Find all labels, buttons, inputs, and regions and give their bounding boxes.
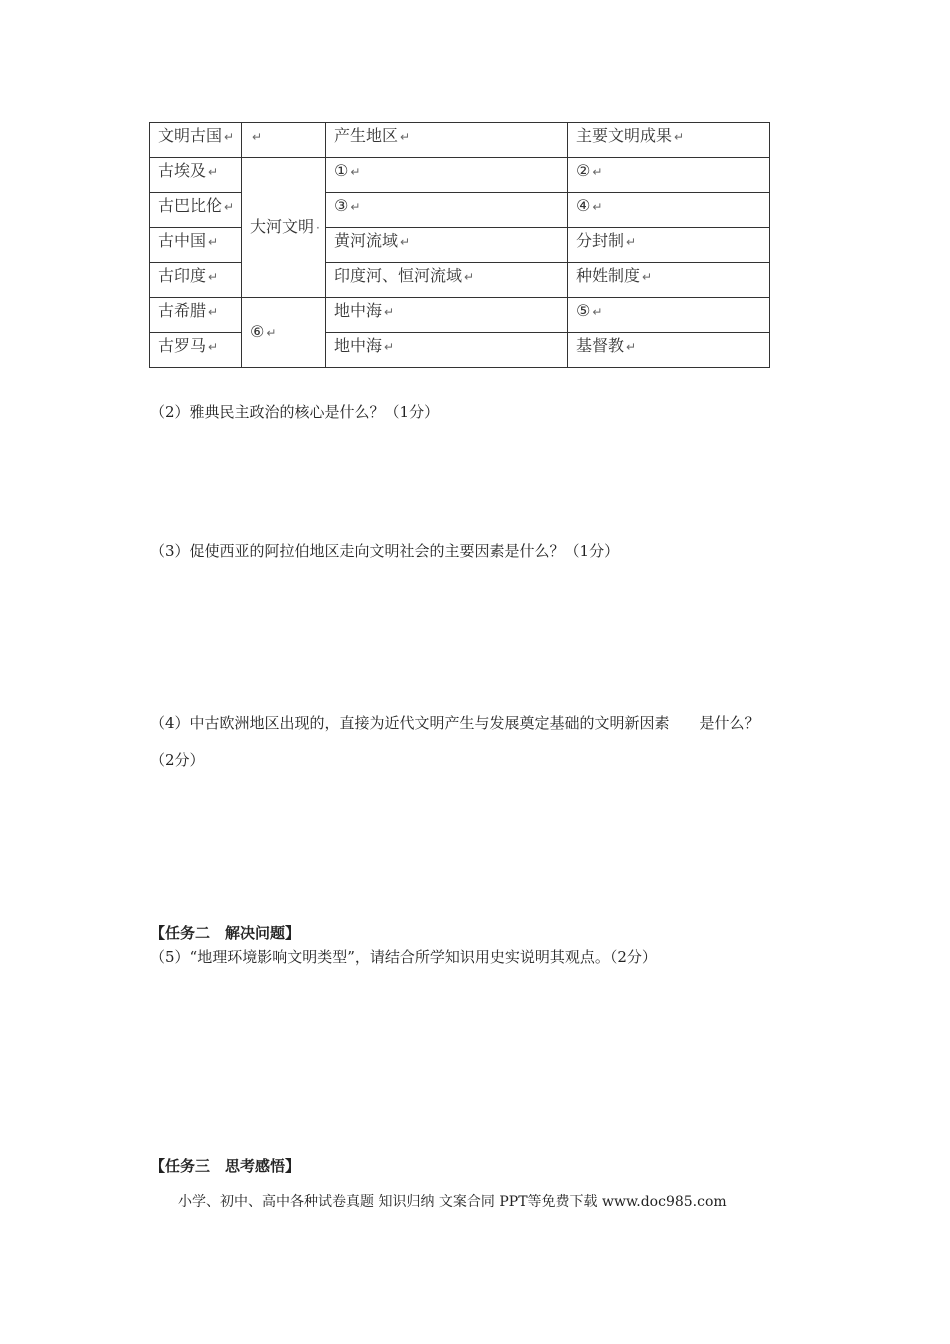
task-two-heading: 【任务二 解决问题】 [150, 924, 301, 942]
region-cell: 地中海 ↵ [326, 333, 568, 368]
question-4-line2: （2分） [150, 751, 205, 769]
country-cell: 古巴比伦 ↵ [150, 193, 242, 228]
country-cell: 古印度 ↵ [150, 263, 242, 298]
achievement-cell: 种姓制度 ↵ [568, 263, 770, 298]
header-cell: 产生地区 ↵ [326, 123, 568, 158]
header-cell: ↵ [242, 123, 326, 158]
table-row [150, 298, 770, 333]
achievement-cell: ② ↵ [568, 158, 770, 193]
question-4-line1: （4）中古欧洲地区出现的，直接为近代文明产生与发展奠定基础的文明新因素 是什么？ [150, 714, 760, 732]
table-header-row [150, 123, 770, 158]
country-cell: 古希腊 ↵ [150, 298, 242, 333]
task-three-heading: 【任务三 思考感悟】 [150, 1157, 301, 1175]
header-cell: 文明古国 ↵ [150, 123, 242, 158]
achievement-cell: 分封制 ↵ [568, 228, 770, 263]
country-cell: 古埃及 ↵ [150, 158, 242, 193]
country-cell: 古罗马 ↵ [150, 333, 242, 368]
civilization-table [149, 122, 770, 368]
region-cell: 黄河流域 ↵ [326, 228, 568, 263]
footer-text: 小学、初中、高中各种试卷真题 知识归纳 文案合同 PPT等免费下载 www.doc985.com [178, 1194, 727, 1210]
region-cell: ③ ↵ [326, 193, 568, 228]
achievement-cell: 基督教 ↵ [568, 333, 770, 368]
header-cell: 主要文明成果 ↵ [568, 123, 770, 158]
question-2: （2）雅典民主政治的核心是什么？（1分） [150, 403, 440, 421]
table-row [150, 158, 770, 193]
country-cell: 古中国 ↵ [150, 228, 242, 263]
question-3: （3）促使西亚的阿拉伯地区走向文明社会的主要因素是什么？（1分） [150, 542, 620, 560]
question-5: （5）“地理环境影响文明类型”，请结合所学知识用史实说明其观点。（2分） [150, 948, 657, 966]
achievement-cell: ⑤ ↵ [568, 298, 770, 333]
region-cell: 印度河、恒河流域 ↵ [326, 263, 568, 298]
achievement-cell: ④ ↵ [568, 193, 770, 228]
region-cell: ① ↵ [326, 158, 568, 193]
group-cell-big-river: 大河文明 · [242, 158, 326, 298]
region-cell: 地中海 ↵ [326, 298, 568, 333]
group-cell-sea: ⑥ ↵ [242, 298, 326, 368]
